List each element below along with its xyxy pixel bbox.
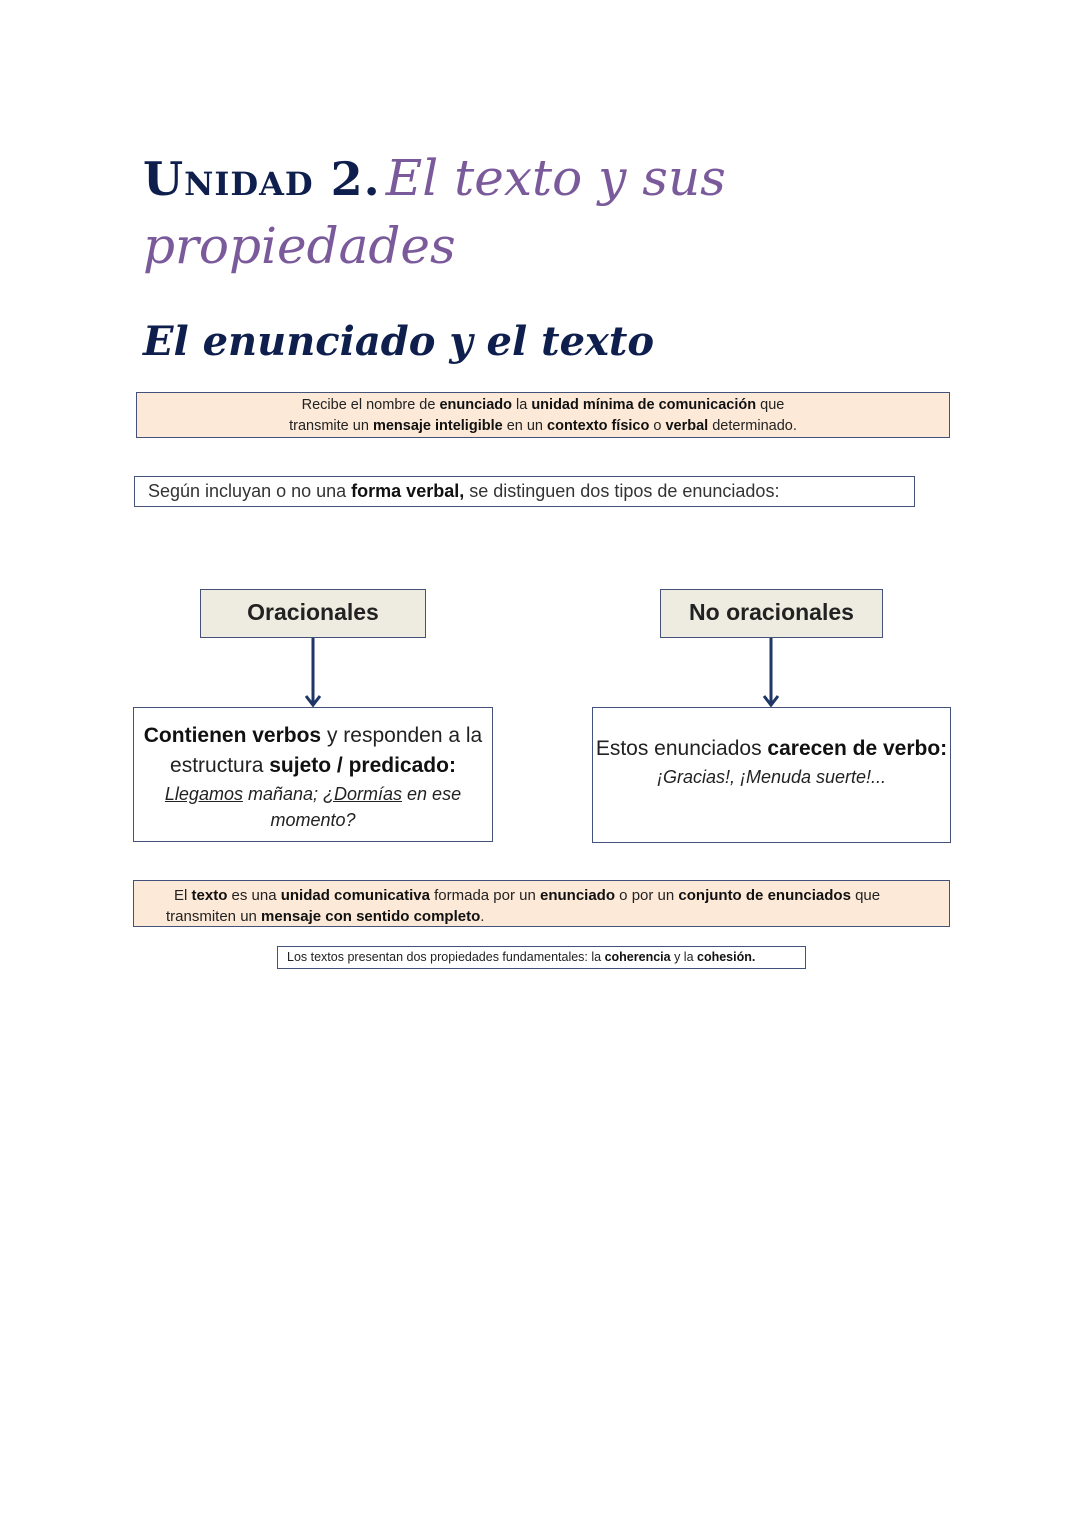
- arrow-down-icon: [761, 638, 781, 708]
- unit-title: [143, 150, 1043, 286]
- definition-enunciado-line2: transmite un mensaje inteligible en un contexto físico o verbal determinado.: [289, 418, 797, 434]
- arrow-down-icon: [303, 638, 323, 708]
- definition-enunciado-line1: Recibe el nombre de enunciado la unidad mínima de comunicación que: [301, 397, 785, 413]
- oracionales-example: Llegamos mañana; ¿Dormías en ese momento?: [164, 784, 462, 830]
- oracionales-definition: Contienen verbos y responden a la estructura sujeto / predicado:: [143, 724, 483, 777]
- definition-texto-line1: El texto es una unidad comunicativa formada por un enunciado o por un conjunto de enunciados que: [174, 887, 881, 904]
- unit-title-line1: El texto y sus: [385, 149, 726, 207]
- unit-title-line2: propiedades: [143, 217, 456, 275]
- types-intro-box: Según incluyan o no una forma verbal, se distinguen dos tipos de enunciados:: [134, 476, 915, 507]
- properties-box: Los textos presentan dos propiedades fundamentales: la coherencia y la cohesión.: [277, 946, 806, 969]
- definition-texto-box: [133, 880, 950, 927]
- no-oracionales-definition: Estos enunciados carecen de verbo:: [595, 737, 948, 760]
- oracionales-description: [133, 707, 493, 842]
- unit-number: Unidad 2.: [143, 152, 381, 206]
- definition-enunciado-box: [136, 392, 950, 438]
- definition-texto-line2: transmiten un mensaje con sentido completo.: [166, 908, 485, 925]
- no-oracionales-example: ¡Gracias!, ¡Menuda suerte!...: [656, 767, 887, 787]
- section-heading: El enunciado y el texto: [143, 318, 655, 365]
- category-no-oracionales: No oracionales: [660, 589, 883, 638]
- category-oracionales: Oracionales: [200, 589, 426, 638]
- no-oracionales-description: [592, 707, 951, 843]
